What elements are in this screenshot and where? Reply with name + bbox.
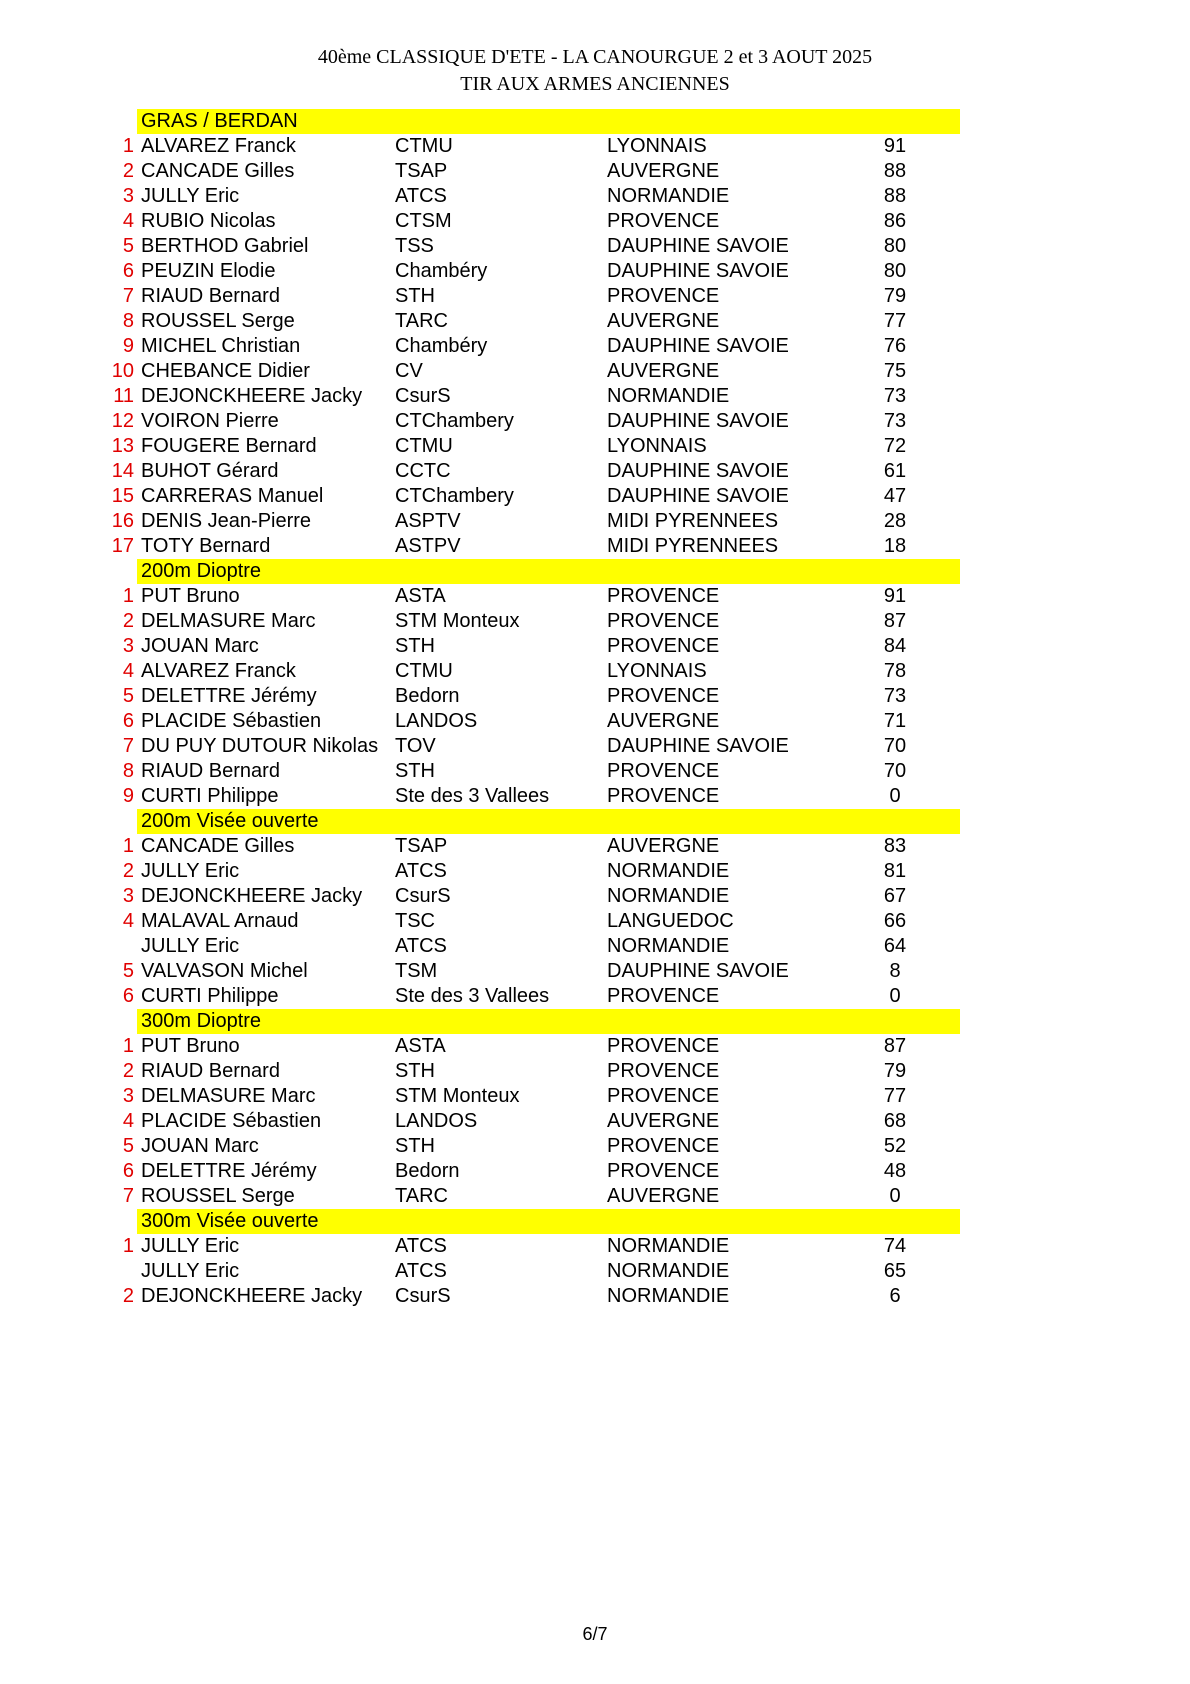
cell-name: CHEBANCE Didier bbox=[141, 360, 310, 382]
cell-region: DAUPHINE SAVOIE bbox=[607, 235, 789, 257]
cell-region: PROVENCE bbox=[607, 285, 720, 307]
cell-name: DENIS Jean-Pierre bbox=[141, 510, 312, 532]
cell-club: TOV bbox=[395, 735, 436, 757]
cell-region: PROVENCE bbox=[607, 635, 720, 657]
cell-rank: 5 bbox=[122, 685, 134, 707]
cell-rank: 3 bbox=[122, 185, 134, 207]
cell-region: AUVERGNE bbox=[607, 310, 720, 332]
cell-name: JULLY Eric bbox=[141, 185, 240, 207]
cell-name: PLACIDE Sébastien bbox=[141, 1110, 322, 1132]
result-row bbox=[100, 784, 960, 809]
cell-name: BUHOT Gérard bbox=[141, 460, 279, 482]
cell-rank: 4 bbox=[122, 1110, 134, 1132]
cell-rank: 4 bbox=[122, 910, 134, 932]
result-row bbox=[100, 359, 960, 384]
cell-score: 18 bbox=[883, 535, 907, 557]
cell-score: 86 bbox=[883, 210, 907, 232]
cell-club: CTMU bbox=[395, 660, 453, 682]
cell-score: 48 bbox=[883, 1160, 907, 1182]
cell-name: CANCADE Gilles bbox=[141, 160, 295, 182]
cell-region: DAUPHINE SAVOIE bbox=[607, 335, 789, 357]
cell-region: LANGUEDOC bbox=[607, 910, 734, 932]
cell-name: DEJONCKHEERE Jacky bbox=[141, 385, 363, 407]
cell-score: 91 bbox=[883, 585, 907, 607]
cell-name: MALAVAL Arnaud bbox=[141, 910, 299, 932]
cell-rank: 6 bbox=[122, 260, 134, 282]
cell-score: 75 bbox=[883, 360, 907, 382]
cell-region: DAUPHINE SAVOIE bbox=[607, 260, 789, 282]
cell-region: AUVERGNE bbox=[607, 1110, 720, 1132]
cell-name: JULLY Eric bbox=[141, 860, 240, 882]
cell-club: ATCS bbox=[395, 1235, 447, 1257]
cell-rank: 1 bbox=[122, 1035, 134, 1057]
cell-club: CTSM bbox=[395, 210, 452, 232]
cell-name: CARRERAS Manuel bbox=[141, 485, 324, 507]
result-row bbox=[100, 234, 960, 259]
cell-club: CCTC bbox=[395, 460, 451, 482]
cell-rank: 8 bbox=[122, 760, 134, 782]
cell-region: NORMANDIE bbox=[607, 1235, 730, 1257]
cell-club: ASTA bbox=[395, 585, 446, 607]
cell-name: DU PUY DUTOUR Nikolas bbox=[141, 735, 379, 757]
cell-score: 88 bbox=[883, 185, 907, 207]
result-row bbox=[100, 434, 960, 459]
cell-club: Ste des 3 Vallees bbox=[395, 985, 550, 1007]
cell-club: CTChambery bbox=[395, 485, 514, 507]
cell-score: 68 bbox=[883, 1110, 907, 1132]
cell-club: ASTA bbox=[395, 1035, 446, 1057]
cell-club: TSS bbox=[395, 235, 434, 257]
cell-club: STM Monteux bbox=[395, 1085, 520, 1107]
cell-name: VOIRON Pierre bbox=[141, 410, 279, 432]
cell-score: 80 bbox=[883, 260, 907, 282]
cell-score: 70 bbox=[883, 760, 907, 782]
result-row bbox=[100, 1084, 960, 1109]
cell-name: CANCADE Gilles bbox=[141, 835, 295, 857]
cell-score: 8 bbox=[889, 960, 901, 982]
result-row bbox=[100, 909, 960, 934]
results-sheet bbox=[100, 109, 960, 1309]
cell-score: 74 bbox=[883, 1235, 907, 1257]
cell-name: JULLY Eric bbox=[141, 1235, 240, 1257]
cell-score: 28 bbox=[883, 510, 907, 532]
cell-name: DELETTRE Jérémy bbox=[141, 1160, 317, 1182]
result-row bbox=[100, 834, 960, 859]
cell-club: CTMU bbox=[395, 135, 453, 157]
cell-name: JOUAN Marc bbox=[141, 635, 259, 657]
cell-region: PROVENCE bbox=[607, 210, 720, 232]
cell-score: 73 bbox=[883, 685, 907, 707]
cell-score: 76 bbox=[883, 335, 907, 357]
section-title: GRAS / BERDAN bbox=[141, 110, 298, 132]
cell-club: STH bbox=[395, 285, 435, 307]
cell-score: 67 bbox=[883, 885, 907, 907]
cell-name: RIAUD Bernard bbox=[141, 285, 280, 307]
cell-club: TSM bbox=[395, 960, 438, 982]
cell-rank: 6 bbox=[122, 1160, 134, 1182]
result-row bbox=[100, 609, 960, 634]
cell-name: DELMASURE Marc bbox=[141, 610, 316, 632]
cell-region: DAUPHINE SAVOIE bbox=[607, 485, 789, 507]
result-row bbox=[100, 1134, 960, 1159]
cell-rank: 3 bbox=[122, 635, 134, 657]
cell-club: CsurS bbox=[395, 385, 451, 407]
cell-region: PROVENCE bbox=[607, 610, 720, 632]
cell-name: DELMASURE Marc bbox=[141, 1085, 316, 1107]
cell-score: 88 bbox=[883, 160, 907, 182]
cell-club: ASPTV bbox=[395, 510, 461, 532]
cell-rank: 2 bbox=[122, 1060, 134, 1082]
cell-rank: 3 bbox=[122, 1085, 134, 1107]
cell-score: 84 bbox=[883, 635, 907, 657]
section-header bbox=[100, 1009, 960, 1034]
result-row bbox=[100, 484, 960, 509]
cell-region: NORMANDIE bbox=[607, 1260, 730, 1282]
result-row bbox=[100, 959, 960, 984]
cell-region: LYONNAIS bbox=[607, 135, 707, 157]
cell-rank: 14 bbox=[111, 460, 134, 482]
result-row bbox=[100, 1234, 960, 1259]
cell-score: 80 bbox=[883, 235, 907, 257]
result-row bbox=[100, 284, 960, 309]
cell-name: VALVASON Michel bbox=[141, 960, 308, 982]
cell-club: Bedorn bbox=[395, 685, 460, 707]
cell-club: CTMU bbox=[395, 435, 453, 457]
cell-score: 73 bbox=[883, 410, 907, 432]
cell-rank: 9 bbox=[122, 335, 134, 357]
cell-score: 47 bbox=[883, 485, 907, 507]
cell-rank: 1 bbox=[122, 135, 134, 157]
cell-score: 79 bbox=[883, 1060, 907, 1082]
cell-rank: 6 bbox=[122, 710, 134, 732]
cell-rank: 13 bbox=[111, 435, 134, 457]
cell-club: STH bbox=[395, 1060, 435, 1082]
cell-rank: 1 bbox=[122, 835, 134, 857]
cell-score: 66 bbox=[883, 910, 907, 932]
cell-rank: 7 bbox=[122, 285, 134, 307]
cell-name: CURTI Philippe bbox=[141, 985, 279, 1007]
cell-club: CV bbox=[395, 360, 423, 382]
document-title: 40ème CLASSIQUE D'ETE - LA CANOURGUE 2 et 3 AOUT 2025 bbox=[317, 46, 873, 68]
cell-score: 81 bbox=[883, 860, 907, 882]
cell-name: DEJONCKHEERE Jacky bbox=[141, 1285, 363, 1307]
result-row bbox=[100, 659, 960, 684]
result-row bbox=[100, 934, 960, 959]
result-row bbox=[100, 984, 960, 1009]
result-row bbox=[100, 634, 960, 659]
cell-club: Chambéry bbox=[395, 335, 488, 357]
cell-region: PROVENCE bbox=[607, 1085, 720, 1107]
result-row bbox=[100, 534, 960, 559]
cell-region: PROVENCE bbox=[607, 985, 720, 1007]
result-row bbox=[100, 459, 960, 484]
cell-rank: 2 bbox=[122, 860, 134, 882]
cell-score: 83 bbox=[883, 835, 907, 857]
cell-score: 61 bbox=[883, 460, 907, 482]
cell-name: ALVAREZ Franck bbox=[141, 135, 296, 157]
cell-club: STM Monteux bbox=[395, 610, 520, 632]
result-row bbox=[100, 509, 960, 534]
cell-rank: 5 bbox=[122, 960, 134, 982]
cell-score: 72 bbox=[883, 435, 907, 457]
cell-club: ATCS bbox=[395, 185, 447, 207]
cell-score: 87 bbox=[883, 1035, 907, 1057]
cell-score: 71 bbox=[883, 710, 907, 732]
result-row bbox=[100, 1059, 960, 1084]
section-header bbox=[100, 1209, 960, 1234]
cell-name: JULLY Eric bbox=[141, 1260, 240, 1282]
result-row bbox=[100, 584, 960, 609]
cell-club: STH bbox=[395, 635, 435, 657]
cell-region: AUVERGNE bbox=[607, 710, 720, 732]
cell-score: 0 bbox=[889, 1185, 901, 1207]
result-row bbox=[100, 1259, 960, 1284]
cell-region: PROVENCE bbox=[607, 760, 720, 782]
cell-score: 65 bbox=[883, 1260, 907, 1282]
cell-rank: 4 bbox=[122, 210, 134, 232]
cell-region: NORMANDIE bbox=[607, 860, 730, 882]
result-row bbox=[100, 309, 960, 334]
cell-name: RIAUD Bernard bbox=[141, 1060, 280, 1082]
cell-club: ATCS bbox=[395, 860, 447, 882]
section-header bbox=[100, 109, 960, 134]
cell-score: 0 bbox=[889, 985, 901, 1007]
cell-club: LANDOS bbox=[395, 1110, 478, 1132]
cell-rank: 16 bbox=[111, 510, 134, 532]
cell-name: DEJONCKHEERE Jacky bbox=[141, 885, 363, 907]
cell-region: LYONNAIS bbox=[607, 660, 707, 682]
cell-club: LANDOS bbox=[395, 710, 478, 732]
cell-name: ROUSSEL Serge bbox=[141, 1185, 295, 1207]
cell-score: 64 bbox=[883, 935, 907, 957]
cell-name: CURTI Philippe bbox=[141, 785, 279, 807]
cell-score: 0 bbox=[889, 785, 901, 807]
result-row bbox=[100, 1034, 960, 1059]
result-row bbox=[100, 684, 960, 709]
result-row bbox=[100, 1184, 960, 1209]
page-number: 6/7 bbox=[582, 1624, 608, 1644]
result-row bbox=[100, 334, 960, 359]
cell-rank: 3 bbox=[122, 885, 134, 907]
cell-region: PROVENCE bbox=[607, 585, 720, 607]
result-row bbox=[100, 384, 960, 409]
cell-region: MIDI PYRENNEES bbox=[607, 510, 779, 532]
cell-rank: 6 bbox=[122, 985, 134, 1007]
result-row bbox=[100, 1159, 960, 1184]
result-row bbox=[100, 1109, 960, 1134]
cell-region: DAUPHINE SAVOIE bbox=[607, 735, 789, 757]
cell-region: MIDI PYRENNEES bbox=[607, 535, 779, 557]
cell-rank: 1 bbox=[122, 585, 134, 607]
cell-region: DAUPHINE SAVOIE bbox=[607, 960, 789, 982]
cell-name: FOUGERE Bernard bbox=[141, 435, 317, 457]
cell-club: Ste des 3 Vallees bbox=[395, 785, 550, 807]
result-row bbox=[100, 134, 960, 159]
cell-name: PUT Bruno bbox=[141, 1035, 240, 1057]
cell-rank: 4 bbox=[122, 660, 134, 682]
section-title: 300m Dioptre bbox=[141, 1010, 262, 1032]
cell-name: PLACIDE Sébastien bbox=[141, 710, 322, 732]
cell-rank: 11 bbox=[113, 385, 134, 407]
cell-rank: 9 bbox=[122, 785, 134, 807]
cell-rank: 15 bbox=[111, 485, 134, 507]
cell-region: AUVERGNE bbox=[607, 1185, 720, 1207]
cell-name: ALVAREZ Franck bbox=[141, 660, 296, 682]
cell-club: ATCS bbox=[395, 935, 447, 957]
cell-name: RUBIO Nicolas bbox=[141, 210, 276, 232]
cell-club: Chambéry bbox=[395, 260, 488, 282]
cell-region: NORMANDIE bbox=[607, 935, 730, 957]
result-row bbox=[100, 759, 960, 784]
cell-region: PROVENCE bbox=[607, 1160, 720, 1182]
cell-region: PROVENCE bbox=[607, 1035, 720, 1057]
cell-rank: 1 bbox=[122, 1235, 134, 1257]
result-row bbox=[100, 859, 960, 884]
cell-score: 77 bbox=[883, 310, 907, 332]
section-header bbox=[100, 809, 960, 834]
cell-rank: 2 bbox=[122, 1285, 134, 1307]
cell-rank: 5 bbox=[122, 1135, 134, 1157]
cell-region: NORMANDIE bbox=[607, 385, 730, 407]
result-row bbox=[100, 734, 960, 759]
result-row bbox=[100, 1284, 960, 1309]
cell-region: PROVENCE bbox=[607, 785, 720, 807]
cell-region: AUVERGNE bbox=[607, 835, 720, 857]
cell-score: 78 bbox=[883, 660, 907, 682]
result-row bbox=[100, 884, 960, 909]
cell-region: AUVERGNE bbox=[607, 360, 720, 382]
cell-rank: 17 bbox=[111, 535, 134, 557]
cell-rank: 7 bbox=[122, 735, 134, 757]
cell-region: DAUPHINE SAVOIE bbox=[607, 410, 789, 432]
cell-rank: 8 bbox=[122, 310, 134, 332]
result-row bbox=[100, 184, 960, 209]
cell-region: NORMANDIE bbox=[607, 185, 730, 207]
cell-name: PUT Bruno bbox=[141, 585, 240, 607]
cell-club: TARC bbox=[395, 310, 448, 332]
cell-region: NORMANDIE bbox=[607, 1285, 730, 1307]
section-title: 300m Visée ouverte bbox=[141, 1210, 319, 1232]
cell-name: MICHEL Christian bbox=[141, 335, 301, 357]
cell-region: LYONNAIS bbox=[607, 435, 707, 457]
cell-name: ROUSSEL Serge bbox=[141, 310, 295, 332]
cell-club: CsurS bbox=[395, 885, 451, 907]
cell-score: 6 bbox=[889, 1285, 901, 1307]
cell-rank: 10 bbox=[111, 360, 134, 382]
cell-club: ATCS bbox=[395, 1260, 447, 1282]
cell-club: STH bbox=[395, 1135, 435, 1157]
cell-score: 73 bbox=[883, 385, 907, 407]
result-row bbox=[100, 159, 960, 184]
document-subtitle: TIR AUX ARMES ANCIENNES bbox=[460, 73, 730, 95]
cell-club: TSAP bbox=[395, 160, 448, 182]
section-title: 200m Dioptre bbox=[141, 560, 262, 582]
cell-region: PROVENCE bbox=[607, 1135, 720, 1157]
result-row bbox=[100, 709, 960, 734]
cell-score: 91 bbox=[883, 135, 907, 157]
cell-score: 77 bbox=[883, 1085, 907, 1107]
cell-name: JOUAN Marc bbox=[141, 1135, 259, 1157]
section-title: 200m Visée ouverte bbox=[141, 810, 319, 832]
cell-name: JULLY Eric bbox=[141, 935, 240, 957]
cell-region: PROVENCE bbox=[607, 685, 720, 707]
cell-rank: 7 bbox=[122, 1185, 134, 1207]
cell-name: PEUZIN Elodie bbox=[141, 260, 276, 282]
cell-region: AUVERGNE bbox=[607, 160, 720, 182]
result-row bbox=[100, 209, 960, 234]
cell-club: Bedorn bbox=[395, 1160, 460, 1182]
cell-club: TSAP bbox=[395, 835, 448, 857]
cell-name: RIAUD Bernard bbox=[141, 760, 280, 782]
cell-name: BERTHOD Gabriel bbox=[141, 235, 309, 257]
cell-region: DAUPHINE SAVOIE bbox=[607, 460, 789, 482]
cell-score: 79 bbox=[883, 285, 907, 307]
cell-rank: 2 bbox=[122, 160, 134, 182]
cell-rank: 5 bbox=[122, 235, 134, 257]
result-row bbox=[100, 409, 960, 434]
cell-club: CTChambery bbox=[395, 410, 514, 432]
section-header bbox=[100, 559, 960, 584]
cell-rank: 2 bbox=[122, 610, 134, 632]
cell-region: PROVENCE bbox=[607, 1060, 720, 1082]
cell-club: ASTPV bbox=[395, 535, 461, 557]
cell-region: NORMANDIE bbox=[607, 885, 730, 907]
cell-score: 52 bbox=[883, 1135, 907, 1157]
cell-club: TSC bbox=[395, 910, 435, 932]
cell-name: DELETTRE Jérémy bbox=[141, 685, 317, 707]
cell-rank: 12 bbox=[111, 410, 134, 432]
cell-club: STH bbox=[395, 760, 435, 782]
cell-score: 87 bbox=[883, 610, 907, 632]
cell-name: TOTY Bernard bbox=[141, 535, 271, 557]
cell-club: TARC bbox=[395, 1185, 448, 1207]
cell-club: CsurS bbox=[395, 1285, 451, 1307]
cell-score: 70 bbox=[883, 735, 907, 757]
result-row bbox=[100, 259, 960, 284]
